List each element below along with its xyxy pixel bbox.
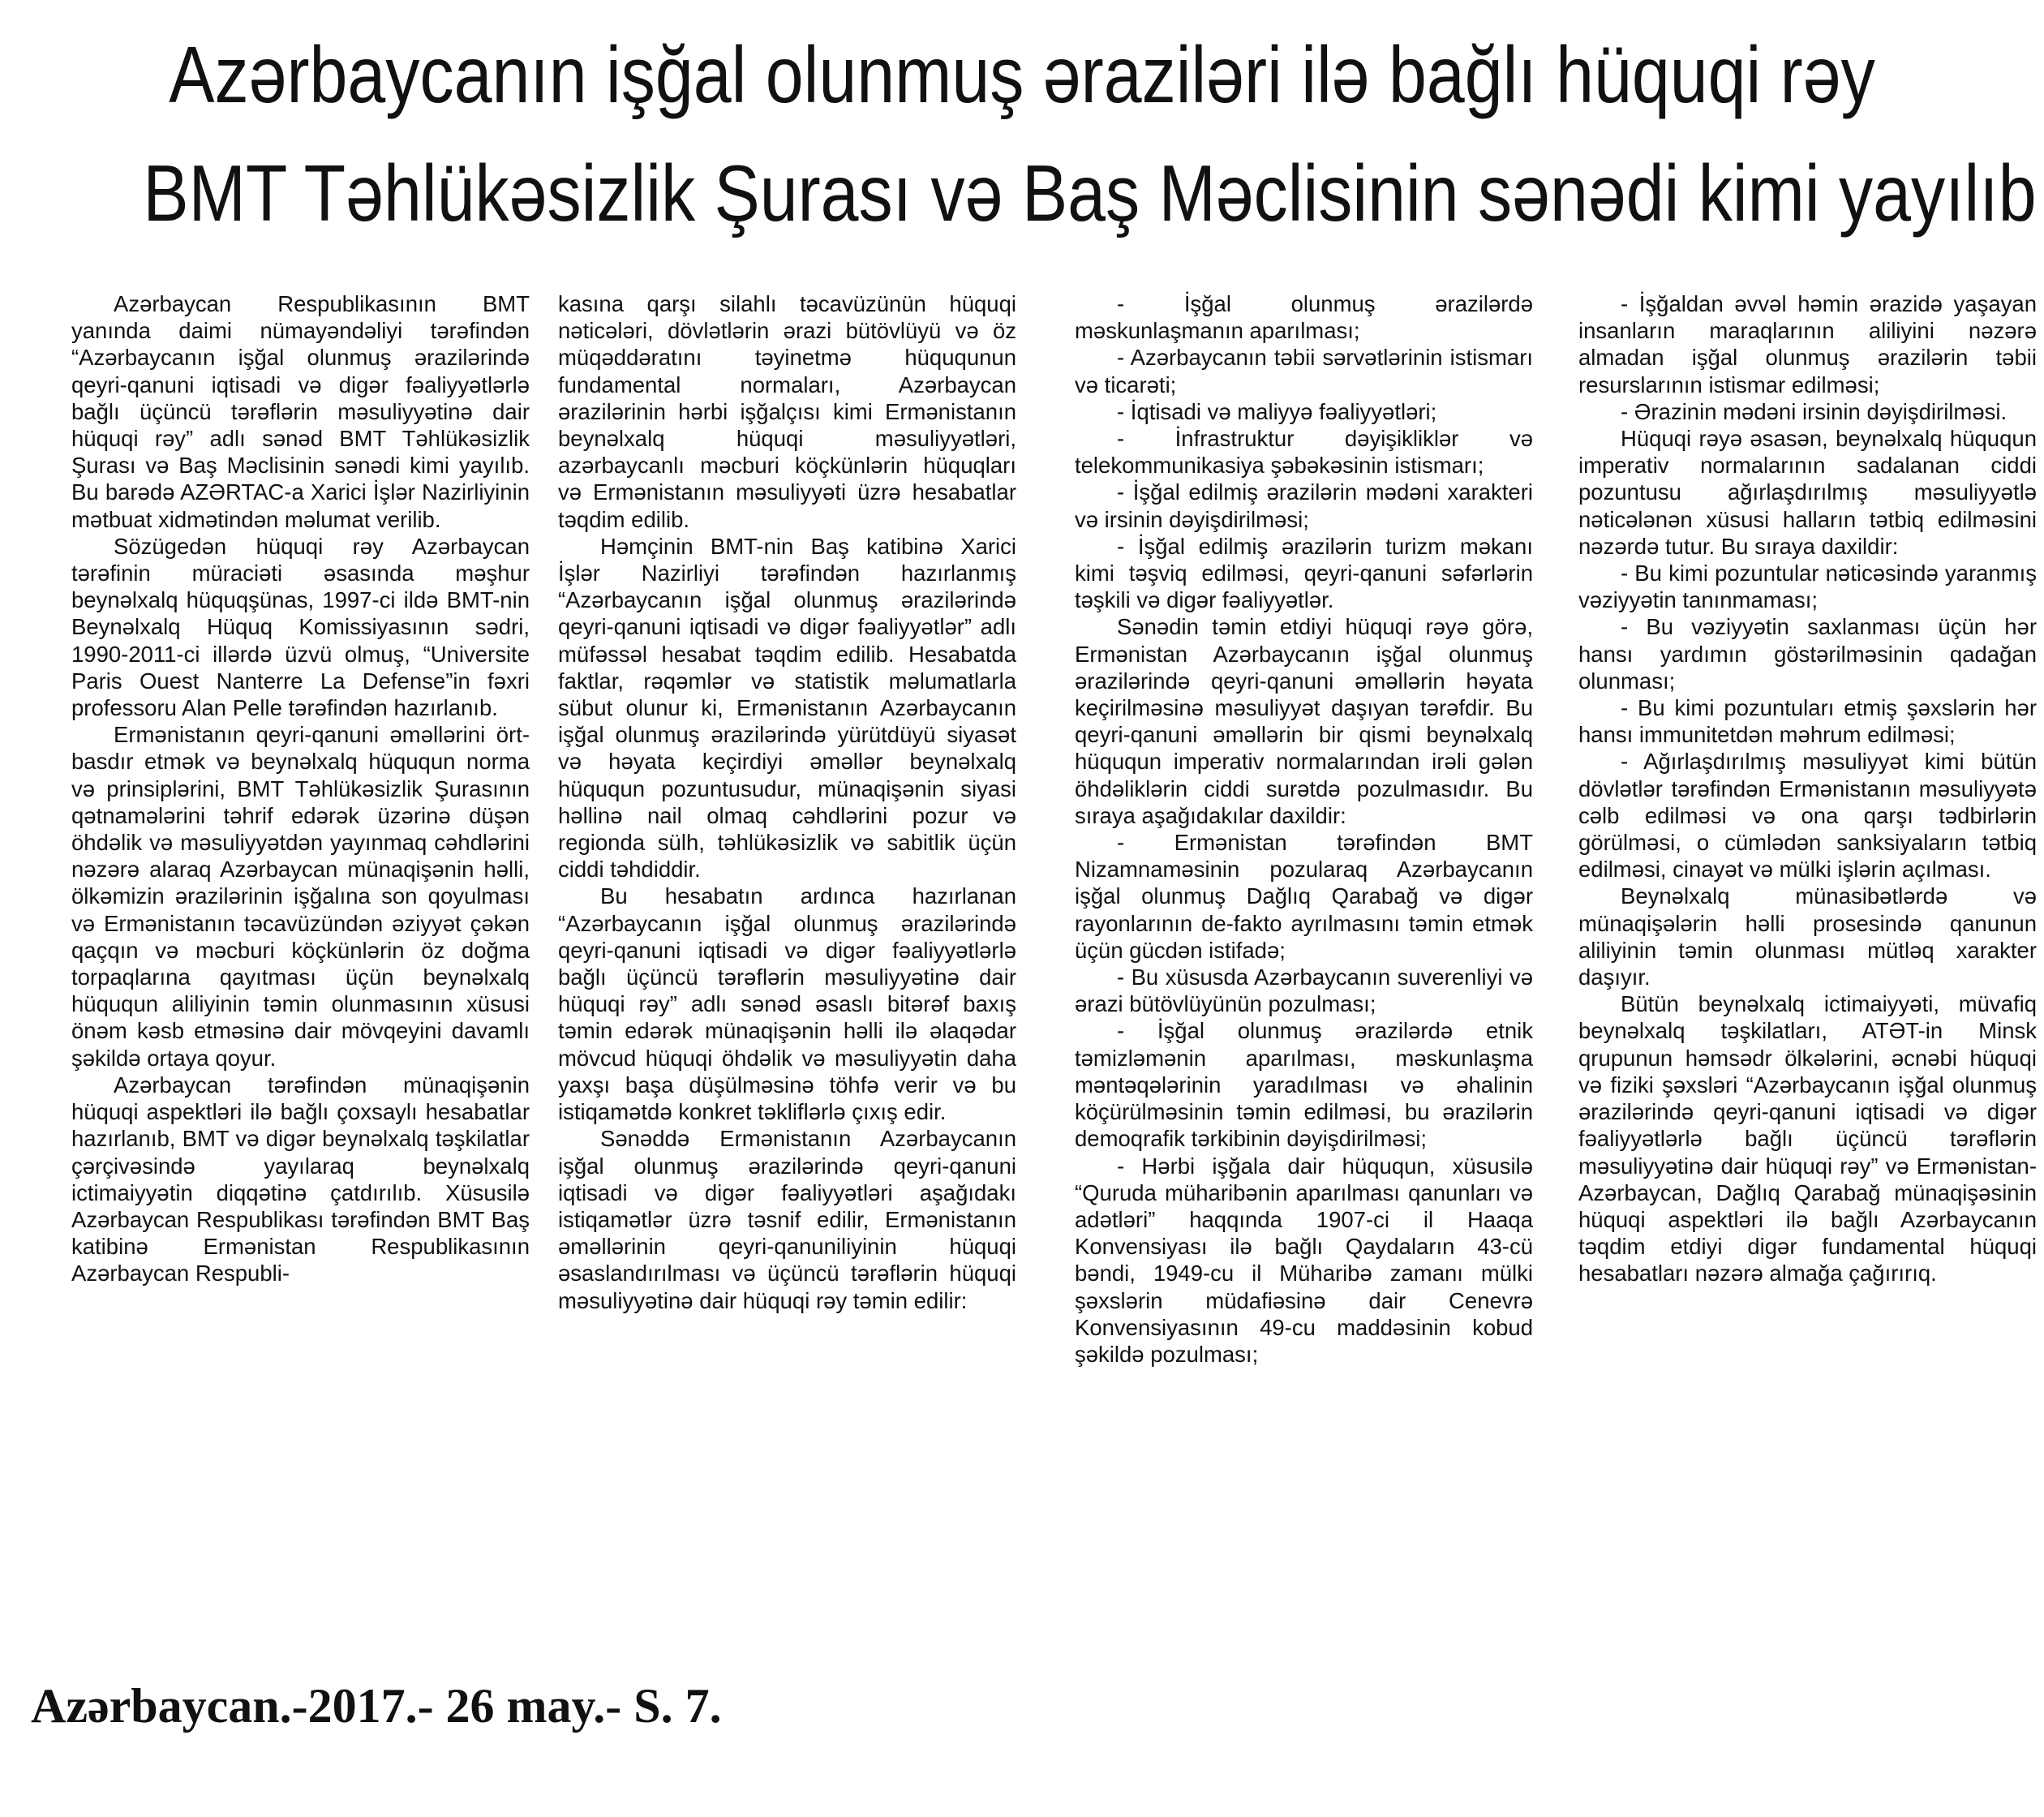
headline-line-2: BMT Təhlükəsizlik Şurası və Baş Məclisinin sənədi kimi yayılıb [143, 148, 2037, 238]
article-body [71, 290, 2037, 1621]
list-item: - Bu kimi pozuntular nəticəsində yaranmış vəziyyətin tanınmaması; [1578, 561, 2037, 613]
list-item: - İşğaldan əvvəl həmin ərazidə yaşayan insanların maraqlarının aliliyini nəzərə almadan işğal olunmuş ərazilərin təbii resurslarının istismar edilməsi; [1578, 291, 2037, 397]
list-item: - İşğal olunmuş ərazilərdə etnik təmizləmənin aparılması, məskunlaşma məntəqələrinin yaradılması və əhalinin köçürülməsinin təmin edilməsi, bu ərazilərin demoqrafik tərkibinin dəyişdirilməsi; [1075, 1018, 1533, 1152]
article-column-4 [1578, 290, 2037, 1621]
paragraph: Azərbaycan Respublikasının BMT yanında daimi nümayəndəliyi tərəfindən “Azərbaycanın işğal olunmuş ərazilərində qeyri-qanuni iqtisadi və digər fəaliyyətlərlə bağlı üçüncü tərəflərin məsuliyyətinə dair hüquqi rəy” adlı sənəd BMT Təhlükəsizlik Şurası və Baş Məclisinin sənədi kimi yayılıb. Bu barədə AZƏRTAC-a Xarici İşlər Nazirliyinin mətbuat xidmətindən məlumat verilib. [71, 291, 530, 532]
paragraph: Sənəddə Ermənistanın Azərbaycanın işğal olunmuş ərazilərində qeyri-qanuni iqtisadi və digər fəaliyyətləri aşağıdakı istiqamətlər üzrə təsnif edilir, Ermənistanın əməllərinin qeyri-qanuniliyinin hüquqi əsaslandırılması və üçüncü tərəflərin hüquqi məsuliyyətinə dair hüquqi rəy təmin edilir: [558, 1126, 1016, 1313]
paragraph: kasına qarşı silahlı təcavüzünün hüquqi nəticələri, dövlətlərin ərazi bütövlüyü və öz müqəddəratını təyinetmə hüququnun fundamental normaları, Azərbaycan ərazilərinin hərbi işğalçısı kimi Ermənistanın beynəlxalq hüquqi məsuliyyətləri, azərbaycanlı məcburi köçkünlərin hüquqları və Ermənistanın məsuliyyəti üzrə hesabatlar təqdim edilib. [558, 291, 1016, 532]
paragraph: Bu hesabatın ardınca hazırlanan “Azərbaycanın işğal olunmuş ərazilərində qeyri-qanuni iqtisadi və digər fəaliyyətlərlə bağlı üçüncü tərəflərin məsuliyyətinə dair hüquqi rəy” adlı sənəd əsaslı bitərəf baxış təmin edərək münaqişənin həlli ilə əlaqədar mövcud hüquqi öhdəlik və məsuliyyətin daha yaxşı başa düşülməsinə töhfə verir və bu istiqamətdə konkret təkliflərlə çıxış edir. [558, 883, 1016, 1125]
list-item: - Ərazinin mədəni irsinin dəyişdirilməsi. [1621, 398, 2008, 424]
article-column-1 [71, 290, 530, 1621]
list-item: - İşğal edilmiş ərazilərin turizm məkanı kimi təşviq edilməsi, qeyri-qanuni səfərlərin təşkili və digər fəaliyyətlər. [1075, 533, 1533, 613]
list-item: - Bu vəziyyətin saxlanması üçün hər hansı yardımın göstərilməsinin qadağan olunması; [1578, 614, 2037, 694]
list-item: - Azərbaycanın təbii sərvətlərinin istismarı və ticarəti; [1075, 345, 1533, 397]
paragraph: Bütün beynəlxalq ictimaiyyəti, müvafiq beynəlxalq təşkilatları, ATƏT-in Minsk qrupunun həmsədr ölkələrini, əcnəbi hüquqi və fiziki şəxsləri “Azərbaycanın işğal olunmuş ərazilərində qeyri-qanuni iqtisadi və digər fəaliyyətlərlə bağlı üçüncü tərəflərin məsuliyyətinə dair hüquqi rəy” və Ermənistan-Azərbaycan, Dağlıq Qarabağ münaqişəsinin hüquqi aspektləri ilə bağlı Azərbaycanın təqdim etdiyi digər fundamental hüquqi hesabatları nəzərə almağa çağırırıq. [1578, 991, 2037, 1287]
list-item: - İşğal edilmiş ərazilərin mədəni xarakteri və irsinin dəyişdirilməsi; [1075, 479, 1533, 532]
paragraph: Həmçinin BMT-nin Baş katibinə Xarici İşlər Nazirliyi tərəfindən hazırlanmış “Azərbaycanın işğal olunmuş ərazilərində qeyri-qanuni iqtisadi və digər fəaliyyətlər” adlı müfəssəl hesabat təqdim edilib. Hesabatda faktlar, rəqəmlər və statistik məlumatlarla sübut olunur ki, Ermənistanın Azərbaycanın işğal olunmuş ərazilərində yürütdüyü siyasət və həyata keçirdiyi əməllər beynəlxalq hüququn pozuntusudur, münaqişənin siyasi həllinə nail olmaq cəhdlərini pozur və regionda sülh, təhlükəsizlik və sabitlik üçün ciddi təhdiddir. [558, 533, 1016, 883]
list-item: - Hərbi işğala dair hüququn, xüsusilə “Quruda müharibənin aparılması qanunları və adətləri” haqqında 1907-ci il Haaqa Konvensiyası ilə bağlı Qaydaların 43-cü bəndi, 1949-cu il Müharibə zamanı mülki şəxslərin müdafiəsinə dair Cenevrə Konvensiyasının 49-cu maddəsinin kobud şəkildə pozulması; [1075, 1153, 1533, 1367]
paragraph: Hüquqi rəyə əsasən, beynəlxalq hüququn imperativ normalarının sadalanan ciddi pozuntusu ağırlaşdırılmış məsuliyyətlə nəticələnən xüsusi halların tətbiq edilməsini nəzərdə tutur. Bu sıraya daxildir: [1578, 426, 2037, 559]
paragraph: Azərbaycan tərəfindən münaqişənin hüquqi aspektləri ilə bağlı çoxsaylı hesabatlar hazırlanıb, BMT və digər beynəlxalq təşkilatlar çərçivəsində yayılaraq beynəlxalq ictimaiyyətin diqqətinə çatdırılıb. Xüsusilə Azərbaycan Respublikası tərəfindən BMT Baş katibinə Ermənistan Respublikasının Azərbaycan Respubli- [71, 1072, 530, 1287]
headline-line-1: Azərbaycanın işğal olunmuş əraziləri ilə bağlı hüquqi rəy [169, 30, 1875, 119]
paragraph: Sözügedən hüquqi rəy Azərbaycan tərəfinin müraciəti əsasında məşhur beynəlxalq hüquqşünas, 1997-ci ildə BMT-nin Beynəlxalq Hüquq Komissiyasının sədri, 1990-2011-ci illərdə üzvü olmuş, “Universite Paris Ouest Nanterre La Defense”in fəxri professoru Alan Pelle tərəfindən hazırlanıb. [71, 533, 530, 721]
list-item: - Bu kimi pozuntuları etmiş şəxslərin hər hansı immunitetdən məhrum edilməsi; [1578, 695, 2037, 748]
list-item: - Ağırlaşdırılmış məsuliyyət kimi bütün dövlətlər tərəfindən Ermənistanın məsuliyyətə cəlb edilməsi və ona qarşı tədbirlərin görülməsi, o cümlədən sanksiyaların tətbiq edilməsi, cinayət və mülki işlərin açılması. [1578, 749, 2037, 883]
source-citation: Azərbaycan.-2017.- 26 may.- S. 7. [31, 1679, 722, 1733]
paragraph: Ermənistanın qeyri-qanuni əməllərini ört-basdır etmək və beynəlxalq hüququn norma və prinsiplərini, BMT Təhlükəsizlik Şurasının qətnamələrini təhrif edərək üzərinə düşən öhdəlik və məsuliyyətdən yayınmaq cəhdlərini nəzərə alaraq Azərbaycan münaqişənin həlli, ölkəmizin ərazilərinin işğalına son qoyulması və Ermənistanın təcavüzündən əziyyət çəkən qaçqın və məcburi köçkünlərin öz doğma torpaqlarına qayıtması üçün beynəlxalq hüququn aliliyinin təmin olunmasının xüsusi önəm kəsb etməsinə dair mövqeyini davamlı şəkildə ortaya qoyur. [71, 722, 530, 1071]
article-column-3 [1075, 290, 1533, 1621]
paragraph: Beynəlxalq münasibətlərdə və münaqişələrin həlli prosesində qanunun aliliyinin təmin olunması mütləq xarakter daşıyır. [1578, 883, 2037, 990]
list-item: - İşğal olunmuş ərazilərdə məskunlaşmanın aparılması; [1075, 291, 1533, 344]
paragraph: Sənədin təmin etdiyi hüquqi rəyə görə, Ermənistan Azərbaycanın işğal olunmuş ərazilərində qeyri-qanuni əməllərin həyata keçirilməsinə məsuliyyət daşıyan tərəfdir. Bu qeyri-qanuni əməllərin bir qismi beynəlxalq hüququn imperativ normalarından irəli gələn öhdəliklərin ciddi surətdə pozulmasıdır. Bu sıraya aşağıdakılar daxildir: [1075, 614, 1533, 828]
list-item: - İqtisadi və maliyyə fəaliyyətləri; [1117, 398, 1437, 424]
article-column-2 [558, 290, 1016, 1621]
list-item: - Ermənistan tərəfindən BMT Nizamnaməsinin pozularaq Azərbaycanın işğal olunmuş Dağlıq Qarabağ və digər rayonlarının de-fakto ayrılmasını təmin etmək üçün gücdən istifadə; [1075, 830, 1533, 963]
list-item: - İnfrastruktur dəyişikliklər və telekommunikasiya şəbəkəsinin istismarı; [1075, 426, 1533, 479]
list-item: - Bu xüsusda Azərbaycanın suverenliyi və ərazi bütövlüyünün pozulması; [1075, 964, 1533, 1017]
